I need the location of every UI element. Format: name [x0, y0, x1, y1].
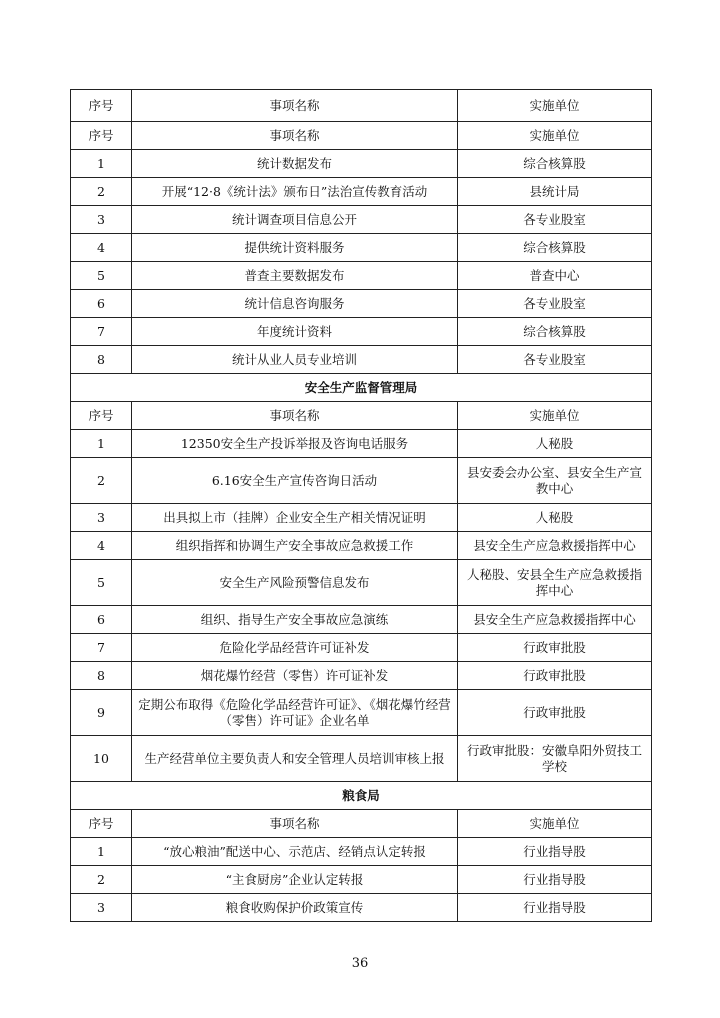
section-header-row	[71, 374, 652, 402]
table-row	[71, 662, 652, 690]
row-unit: 普查中心	[458, 262, 652, 290]
table-row	[71, 234, 652, 262]
header-no: 序号	[71, 810, 132, 838]
row-unit: 县安全生产应急救援指挥中心	[458, 606, 652, 634]
row-unit: 行业指导股	[458, 838, 652, 866]
table-row	[71, 866, 652, 894]
row-unit: 各专业股室	[458, 206, 652, 234]
table-row	[71, 346, 652, 374]
row-no: 6	[71, 606, 132, 634]
header-unit: 实施单位	[458, 90, 652, 122]
row-item: 提供统计资料服务	[132, 234, 458, 262]
row-item: 危险化学品经营许可证补发	[132, 634, 458, 662]
table-row	[71, 690, 652, 736]
row-unit: 行政审批股	[458, 690, 652, 736]
row-unit: 行业指导股	[458, 894, 652, 922]
section-title-safety: 安全生产监督管理局	[71, 374, 652, 402]
header-unit: 实施单位	[458, 122, 652, 150]
header-no: 序号	[71, 122, 132, 150]
row-unit: 综合核算股	[458, 318, 652, 346]
row-unit: 人秘股	[458, 504, 652, 532]
page-number: 36	[351, 956, 369, 971]
row-unit: 行政审批股	[458, 634, 652, 662]
row-no: 3	[71, 504, 132, 532]
header-item: 事项名称	[132, 90, 458, 122]
row-no: 4	[71, 234, 132, 262]
header-no: 序号	[71, 90, 132, 122]
table-row	[71, 504, 652, 532]
table-row	[71, 262, 652, 290]
row-no: 3	[71, 894, 132, 922]
row-no: 2	[71, 458, 132, 504]
table-row	[71, 458, 652, 504]
row-no: 10	[71, 736, 132, 782]
row-unit: 行政审批股：安徽阜阳外贸技工学校	[458, 736, 652, 782]
row-item: 统计从业人员专业培训	[132, 346, 458, 374]
row-item: 组织、指导生产安全事故应急演练	[132, 606, 458, 634]
row-item: 统计调查项目信息公开	[132, 206, 458, 234]
row-unit: 县安全生产应急救援指挥中心	[458, 532, 652, 560]
row-item: 烟花爆竹经营（零售）许可证补发	[132, 662, 458, 690]
row-unit: 各专业股室	[458, 290, 652, 318]
row-no: 8	[71, 662, 132, 690]
row-no: 1	[71, 838, 132, 866]
row-item: 普查主要数据发布	[132, 262, 458, 290]
row-no: 2	[71, 178, 132, 206]
row-unit: 综合核算股	[458, 234, 652, 262]
table-header-row	[71, 810, 652, 838]
table-header-row	[71, 122, 652, 150]
row-item: 年度统计资料	[132, 318, 458, 346]
table-row	[71, 318, 652, 346]
row-unit: 综合核算股	[458, 150, 652, 178]
header-unit: 实施单位	[458, 810, 652, 838]
row-item: 12350安全生产投诉举报及咨询电话服务	[132, 430, 458, 458]
row-no: 4	[71, 532, 132, 560]
row-item: “放心粮油”配送中心、示范店、经销点认定转报	[132, 838, 458, 866]
table-row	[71, 178, 652, 206]
table-row	[71, 430, 652, 458]
row-no: 1	[71, 430, 132, 458]
row-item: 开展“12·8《统计法》颁布日”法治宣传教育活动	[132, 178, 458, 206]
table-header-row	[71, 402, 652, 430]
row-unit: 人秘股	[458, 430, 652, 458]
table-row	[71, 560, 652, 606]
row-no: 5	[71, 262, 132, 290]
table-header-row	[71, 90, 652, 122]
row-no: 3	[71, 206, 132, 234]
row-no: 6	[71, 290, 132, 318]
row-item: 生产经营单位主要负责人和安全管理人员培训审核上报	[132, 736, 458, 782]
row-item: 出具拟上市（挂牌）企业安全生产相关情况证明	[132, 504, 458, 532]
table-row	[71, 206, 652, 234]
header-no: 序号	[71, 402, 132, 430]
row-unit: 行政审批股	[458, 662, 652, 690]
section-header-row	[71, 782, 652, 810]
row-item: 统计信息咨询服务	[132, 290, 458, 318]
row-item: “主食厨房”企业认定转报	[132, 866, 458, 894]
table-row	[71, 736, 652, 782]
table-row	[71, 290, 652, 318]
header-item: 事项名称	[132, 122, 458, 150]
table-row	[71, 634, 652, 662]
row-unit: 县安委会办公室、县安全生产宣教中心	[458, 458, 652, 504]
row-item: 粮食收购保护价政策宣传	[132, 894, 458, 922]
row-unit: 县统计局	[458, 178, 652, 206]
row-no: 1	[71, 150, 132, 178]
row-no: 2	[71, 866, 132, 894]
section-title-grain: 粮食局	[71, 782, 652, 810]
row-item: 定期公布取得《危险化学品经营许可证》、《烟花爆竹经营（零售）许可证》企业名单	[132, 690, 458, 736]
row-item: 统计数据发布	[132, 150, 458, 178]
row-item: 6.16安全生产宣传咨询日活动	[132, 458, 458, 504]
table-row	[71, 838, 652, 866]
header-unit: 实施单位	[458, 402, 652, 430]
row-no: 7	[71, 318, 132, 346]
header-item: 事项名称	[132, 402, 458, 430]
row-unit: 行业指导股	[458, 866, 652, 894]
row-no: 9	[71, 690, 132, 736]
row-item: 安全生产风险预警信息发布	[132, 560, 458, 606]
row-unit: 各专业股室	[458, 346, 652, 374]
row-no: 7	[71, 634, 132, 662]
table-row	[71, 894, 652, 922]
row-item: 组织指挥和协调生产安全事故应急救援工作	[132, 532, 458, 560]
table-row	[71, 606, 652, 634]
row-unit: 人秘股、安县全生产应急救援指挥中心	[458, 560, 652, 606]
items-table	[70, 89, 652, 922]
row-no: 5	[71, 560, 132, 606]
table-row	[71, 150, 652, 178]
row-no: 8	[71, 346, 132, 374]
table-row	[71, 532, 652, 560]
header-item: 事项名称	[132, 810, 458, 838]
